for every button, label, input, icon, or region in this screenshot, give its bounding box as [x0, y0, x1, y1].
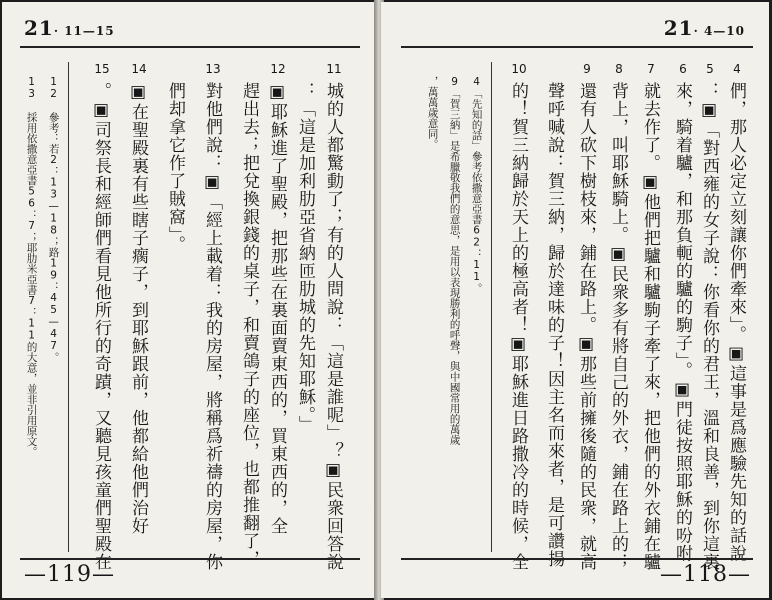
right-text-column-7: 聲呼喊說：賀三納，歸於達味的子！因主名而來者，是可讚揚	[544, 82, 564, 568]
left-col-num-3: 12	[270, 62, 286, 76]
right-col-num-5: 8	[615, 62, 623, 76]
right-head-chapter: 21	[663, 16, 694, 40]
left-header-rule	[20, 46, 360, 48]
left-col-num-5: 13	[205, 62, 221, 76]
left-text-column-7: ▣在聖殿裏有些瞎子瘸子，到耶穌跟前，他都給他們治好	[128, 82, 148, 535]
right-header-rule	[401, 46, 753, 48]
left-footnote-2: 13 採用依撒意亞書56：7；耶肋米亞書7：11的大意，並非引用原文。	[25, 76, 38, 457]
right-col-num-4: 7	[647, 62, 655, 76]
left-running-head	[24, 16, 115, 40]
right-footnote-3: ，萬萬歲意同。	[426, 76, 439, 150]
right-col-num-2: 5	[706, 62, 714, 76]
left-col-num-8: 15	[94, 62, 110, 76]
right-text-column-2: ：▣「對西雍的女子說：你看你的君王，溫和良善，到你這裏	[699, 82, 719, 571]
right-text-column-4: 就去作了。▣他們把驢和驢駒子牽了來，把他們的外衣鋪在驢	[640, 82, 660, 571]
right-col-num-6: 9	[583, 62, 591, 76]
left-text-column-6: 們却拿它作了賊窩」。	[165, 82, 185, 254]
left-text-column-3: ▣耶穌進了聖殿，把那些在裏面賣東西的，買東西的，全	[267, 82, 287, 535]
left-text-column-5: 對他們說：▣「經上載着：我的房屋，將稱爲祈禱的房屋，你	[202, 82, 222, 571]
right-footnote-1: 4「先知的話」參考依撒意亞書62：11。	[470, 76, 483, 294]
right-page	[381, 2, 769, 598]
left-col-num-7: 14	[131, 62, 147, 76]
right-head-verses: · 4—10	[693, 24, 745, 38]
right-text-column-1: 們，那人必定立刻讓你們牽來」。▣這事是爲應驗先知的話說	[726, 82, 746, 563]
left-text-column-1: 城的人都驚動了；有的人問說：「這是誰呢」？▣民衆回答說	[323, 82, 343, 571]
left-text-column-4: 趕出去；把兌換銀錢的桌子，和賣鴿子的座位，也都推翻了，	[239, 82, 259, 568]
right-col-num-8: 10	[511, 62, 527, 76]
right-footnote-divider	[491, 62, 492, 552]
right-text-column-8: 的！賀三納歸於天上的極高者！▣耶穌進日路撒冷的時候，全	[508, 82, 528, 571]
right-footer-rule	[401, 558, 753, 560]
left-footnote-divider	[68, 62, 69, 552]
left-text-column-8: 。▣司祭長和經師們看見他所行的奇蹟，又聽見孩童們聖殿在	[91, 82, 111, 571]
left-text-column-2: ：「這是加利肋亞省納匝肋城的先知耶穌。」	[295, 82, 315, 434]
left-footer-rule	[20, 558, 360, 560]
left-page-number: —119—	[24, 562, 115, 587]
right-text-column-6: 還有人砍下樹枝來，鋪在路上。▣那些前擁後隨的民衆，就高	[576, 82, 596, 571]
left-head-verses: · 11—15	[53, 24, 115, 38]
right-footnote-2: 9「賀三納」是希臘敬我們的意思，是用以表現勝利的呼聲，與中國常用的萬歲	[448, 76, 461, 445]
right-col-num-3: 6	[679, 62, 687, 76]
left-page	[2, 2, 378, 598]
left-footnote-1: 12 參考：若2：13—18；路19：45—47。	[47, 76, 60, 363]
left-col-num-1: 11	[326, 62, 342, 76]
right-text-column-3: 來，騎着驢，和那負軛的驢的駒子」。▣門徒按照耶穌的吩咐	[672, 82, 692, 563]
right-text-column-5: 背上，叫耶穌騎上。▣民衆多有將自己的外衣，鋪在路上的；	[608, 82, 628, 571]
right-col-num-1: 4	[733, 62, 741, 76]
right-running-head	[664, 16, 745, 40]
left-head-chapter: 21	[24, 16, 54, 40]
right-page-number: —118—	[660, 562, 751, 587]
